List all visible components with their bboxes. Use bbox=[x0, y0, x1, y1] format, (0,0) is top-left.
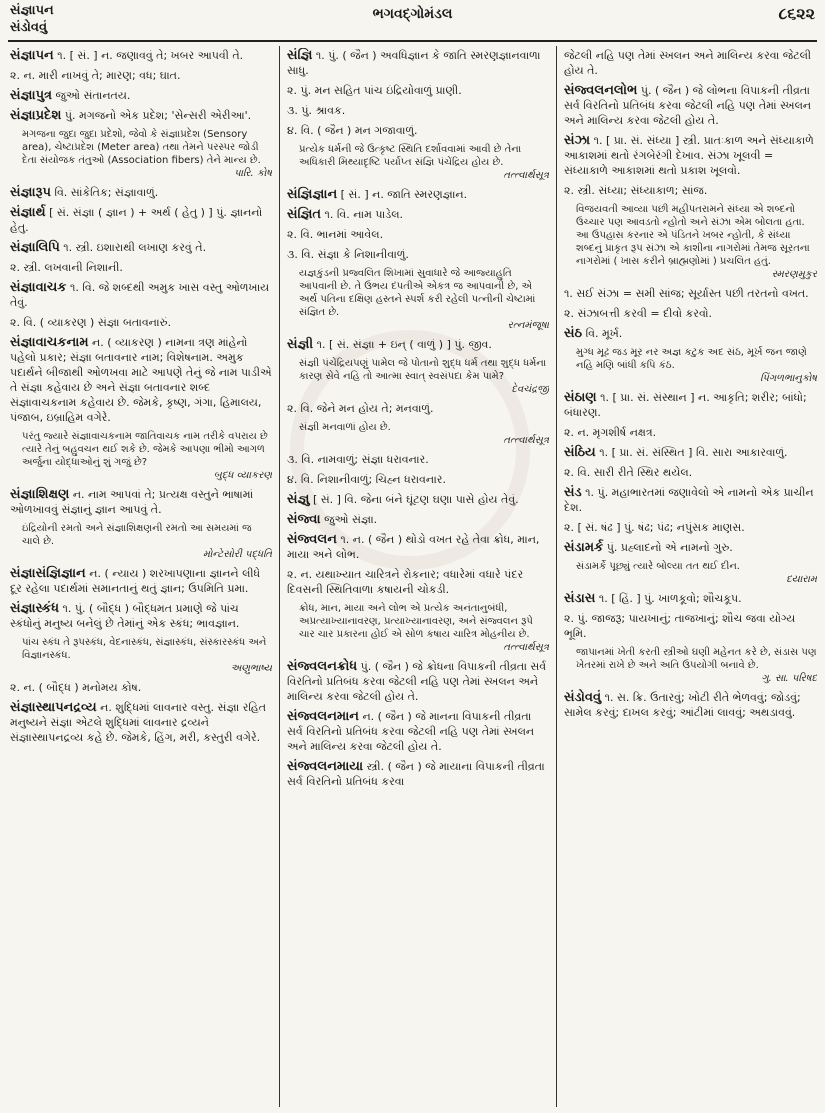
entry-quotation bbox=[22, 522, 272, 561]
entry-definition: જેટલી નહિ પણ તેમાં સ્ખલન અને માલિન્ય કરવા જેટલી હોય તે. bbox=[564, 49, 812, 77]
dictionary-entry bbox=[10, 601, 272, 631]
dictionary-entry bbox=[10, 335, 272, 425]
entry-definition: ૨. પું. જાજરૂ; પાયખાનું; તાજખાનું; શૌચ જવા યોગ્ય ભૂમિ. bbox=[564, 612, 796, 640]
entry-quotation bbox=[299, 267, 549, 332]
dictionary-entry bbox=[564, 48, 817, 78]
entry-definition: [ સં. ] વિ. જેના બંને ઘૂંટણ ઘણા પાસે હોય તેવું. bbox=[312, 493, 519, 506]
entry-headword: સંજ્વલનમાન bbox=[287, 709, 359, 724]
dictionary-entry bbox=[10, 48, 272, 63]
entry-headword: સંજ્વલનમાયા bbox=[287, 759, 364, 774]
entry-headword: સંજ્ઞાસંજ્ઞિજ્ઞાન bbox=[10, 566, 86, 581]
entry-headword: સંજ્ઞાશિક્ષણ bbox=[10, 487, 70, 502]
dictionary-entry bbox=[10, 487, 272, 517]
entry-quotation bbox=[22, 430, 272, 482]
entry-definition: પું. પ્રહ્લાદનો એ નામનો ગુરુ. bbox=[606, 541, 733, 554]
entry-definition: ૨. સ્ત્રી. સંધ્યા; સંધ્યાકાળ; સાંજ. bbox=[564, 184, 708, 197]
entry-definition: [ સં. ] ન. જાતિ સ્મરણજ્ઞાન. bbox=[340, 188, 468, 201]
page-number: ૮૬૨૨ bbox=[778, 4, 815, 23]
dictionary-entry bbox=[564, 520, 817, 535]
entry-headword: સંજ્ઞાલિપિ bbox=[10, 240, 60, 255]
entry-headword: સંજ્ઞિ bbox=[287, 48, 313, 63]
entry-definition: ૩. વિ. સંજ્ઞા કે નિશાનીવાળું. bbox=[287, 248, 409, 261]
column-divider bbox=[556, 46, 557, 1107]
dictionary-entry bbox=[10, 108, 272, 123]
entry-headword: સંઝા bbox=[564, 133, 591, 148]
entry-headword: સંજ્ઞાવાચકનામ bbox=[10, 335, 89, 350]
entry-definition: ૧. [ પ્રા. સં. સંસ્થાન ] ન. આકૃતિ; શરીર; બાંધો; બંધારણ. bbox=[564, 391, 807, 419]
quotation-source: તત્ત્વાર્થસૂત્ર bbox=[503, 435, 549, 446]
dictionary-entry bbox=[287, 709, 549, 754]
entry-definition: ૨. ન. મારી નાખવું તે; મારણ; વધ; ઘાત. bbox=[10, 69, 181, 82]
quotation-source: મોન્ટેસોરી પદ્ધતિ bbox=[202, 549, 272, 560]
entry-headword: સંડાસ bbox=[564, 591, 596, 606]
entry-headword: સંજ્ઞુ bbox=[287, 492, 310, 507]
entry-definition: ન. શુદ્ધિમાં લાવનાર વસ્તુ. સંજ્ઞા રહિત મનુષ્યને સંજ્ઞા એટલે શુદ્ધિમાં લાવનાર દ્રવ્યને સંજ્ઞાસ્થાપનદ્રવ્ય કહે છે. જેમકે, હિંગ, મરી, કસ્તુરી વગેરે. bbox=[10, 701, 266, 744]
dictionary-entry bbox=[564, 465, 817, 480]
entry-headword: સંજ્ઞાપ્રદેશ bbox=[10, 108, 62, 123]
dictionary-entry bbox=[287, 103, 549, 118]
entry-definition: ન. ( ન્યાય ) શરખાપણાના જ્ઞાનને લીધે દૂર રહેલા પદાર્થમાં સમાનતાનું થતું જ્ઞાન; ઉપમિતિ પ્રમા. bbox=[10, 567, 261, 595]
dictionary-entry bbox=[10, 260, 272, 275]
quotation-source: સ્મરણમુકુર bbox=[771, 269, 817, 280]
dictionary-entry bbox=[10, 205, 272, 235]
dictionary-entry bbox=[564, 445, 817, 460]
entry-definition: [ સં. સંજ્ઞા ( જ્ઞાન ) + અર્થ ( હેતુ ) ] પું. જ્ઞાનનો હેતુ. bbox=[10, 206, 263, 234]
entry-headword: સંજ્વલનક્રોધ bbox=[287, 659, 358, 674]
entry-quotation bbox=[299, 421, 549, 447]
entry-definition: ૪. વિ. ( જૈન ) મન ગજાવાળું. bbox=[287, 124, 418, 137]
dictionary-entry bbox=[287, 472, 549, 487]
entry-headword: સંજ્વલન bbox=[287, 532, 337, 547]
entry-headword: સંજ્ઞારૂપ bbox=[10, 185, 51, 200]
entry-definition: ૧. સ. ક્રિ. ઉતારવું; ખોટી રીતે ભેળવવું; જોડવું; સામેલ કરવું; દાખલ કરવું; આંટીમાં લાવવું; અથડાવવું. bbox=[564, 691, 801, 719]
dictionary-entry bbox=[287, 123, 549, 138]
quotation-source: પિંગળભાનુકોષ bbox=[760, 373, 817, 384]
entry-definition: ૨. પું. મન સહિત પાંચ ઇંદ્રિયોવાળું પ્રાણી. bbox=[287, 84, 462, 97]
dictionary-entry bbox=[564, 540, 817, 555]
entry-definition: ૧. [ સં. સંજ્ઞા + ઇન્ ( વાળું ) ] પું. જીવ. bbox=[316, 338, 492, 351]
entry-definition: ૨. ન. ( બૌદ્ધ ) મનોમય કોષ. bbox=[10, 681, 142, 694]
entry-definition: ૨. સ્ત્રી. લખવાની નિશાની. bbox=[10, 261, 123, 274]
entry-definition: ૧. પું. ( જૈન ) અવધિજ્ઞાન કે જાતિ સ્મરણજ્ઞાનવાળા સાધુ. bbox=[287, 49, 541, 77]
quotation-source: અણુભાષ્ય bbox=[230, 663, 272, 674]
entry-quotation bbox=[299, 357, 549, 396]
dictionary-entry bbox=[10, 240, 272, 255]
dictionary-entry bbox=[287, 207, 549, 222]
dictionary-entry bbox=[10, 566, 272, 596]
entry-definition: ૨. વિ. સારી રીતે સ્થિર થયેલ. bbox=[564, 466, 693, 479]
entry-quotation bbox=[22, 636, 272, 675]
entry-headword: સંજ્ઞિત bbox=[287, 207, 321, 222]
dictionary-entry bbox=[564, 326, 817, 341]
quotation-source: પારિ. કોષ bbox=[234, 168, 272, 179]
entry-definition: ન. ( વ્યાકરણ ) નામના ત્રણ માંહેનો પહેલો પ્રકાર; સંજ્ઞા બતાવનાર નામ; વિશેષનામ. અમુક પદાર્થને બીજાથી ઓળખવા માટે આપણે તેનું જે નામ પાડીએ તે સંજ્ઞા કહેવાય છે અને સંજ્ઞા બતાવનાર શબ્દ સંજ્ઞાવાચકનામ કહેવાય છે. જેમકે, કૃષ્ણ, ગંગા, હિમાલય, પંજાબ, ઇબ્રાહિમ વગેરે. bbox=[10, 336, 272, 424]
quotation-source: તત્ત્વાર્થસૂત્ર bbox=[503, 642, 549, 653]
dictionary-entry bbox=[287, 227, 549, 242]
entry-definition: ૪. વિ. નિશાનીવાળું; ચિહ્ન ધરાવનાર. bbox=[287, 473, 446, 486]
column-2 bbox=[287, 48, 549, 1108]
quotation-source: તત્ત્વાર્થસૂત્ર bbox=[503, 170, 549, 181]
quotation-source: ગુ. સા. પરિષદ bbox=[761, 673, 817, 684]
dictionary-entry bbox=[564, 591, 817, 606]
dictionary-entry bbox=[10, 280, 272, 310]
dictionary-entry bbox=[287, 187, 549, 202]
dictionary-entry bbox=[564, 286, 817, 301]
entry-definition: ૧. વિ. નામ પાડેલ. bbox=[324, 208, 404, 221]
dictionary-entry bbox=[10, 700, 272, 745]
quotation-text: ક્રોધ, માન, માયા અને લોભ એ પ્રત્યેક અનંતાનુબંધી, અપ્રત્યાખ્યાનાવરણ, પ્રત્યાખ્યાનાવરણ, અને સંજ્વલન રૂપે ચાર ચાર પ્રકારના હોઈ એ સોળ કષાય ચારિત્ર મોહનીય છે. bbox=[299, 603, 533, 640]
dictionary-entry bbox=[287, 452, 549, 467]
entry-definition: ૧. પું. ( બૌદ્ધ ) બૌદ્ધમત પ્રમાણે જે પાંચ સ્કંધોનું મનુષ્ય બનેલું છે તેમાંનું એક સ્કંધ; ભાવજ્ઞાન. bbox=[10, 602, 240, 630]
book-title: ભગવદ્ગોમંડલ bbox=[372, 6, 453, 22]
dictionary-entry bbox=[564, 133, 817, 178]
entry-definition: જુઓ સંજ્ઞા. bbox=[324, 513, 378, 526]
entry-definition: ૩. પું. શ્રાવક. bbox=[287, 104, 346, 117]
dictionary-entry bbox=[287, 532, 549, 562]
entry-headword: સંજ્ઞી bbox=[287, 337, 314, 352]
entry-definition: ૨. ન. યથાખ્યાત ચારિત્રને રોકનાર; વધારેમાં વધારે પંદર દિવસની સ્થિતિવાળા કષાયની ચોકડી. bbox=[287, 568, 524, 596]
quotation-text: સંડામર્કે પૂછ્યું ત્યારે બોલ્યા તત થઈ દીન. bbox=[576, 561, 740, 572]
dictionary-entry bbox=[287, 512, 549, 527]
dictionary-entry bbox=[564, 390, 817, 420]
entry-definition: ૧. [ પ્રા. સં. સંસ્થિત ] વિ. સારા આકારવાળું. bbox=[599, 446, 788, 459]
column-1 bbox=[10, 48, 272, 1108]
quotation-text: ઇંદ્રિયોની રમતો અને સંજ્ઞાશિક્ષણની રમતો આ સમયમાં જ ચાલે છે. bbox=[22, 523, 252, 547]
dictionary-entry bbox=[287, 401, 549, 416]
entry-headword: સંઠિય bbox=[564, 445, 596, 460]
entry-headword: સંજ્ઞાપન bbox=[10, 48, 54, 63]
header-rule bbox=[8, 40, 817, 42]
entry-quotation bbox=[576, 346, 817, 385]
entry-definition: ૨. વિ. ( વ્યાકરણ ) સંજ્ઞા બતાવનારું. bbox=[10, 316, 172, 329]
entry-headword: સંઠાણ bbox=[564, 390, 597, 405]
entry-headword: સંજ્ઞાસ્કંધ bbox=[10, 601, 60, 616]
entry-quotation bbox=[22, 128, 272, 180]
dictionary-entry bbox=[564, 485, 817, 515]
dictionary-entry bbox=[287, 492, 549, 507]
entry-headword: સંજ્ઞાવાચક bbox=[10, 280, 67, 295]
quotation-text: પાંચ સ્કંધ તે રૂપસ્કંધ, વેદનાસ્કંધ, સંજ્ઞાસ્કંધ, સંસ્કારસ્કંધ અને વિજ્ઞાનસ્કંધ. bbox=[22, 637, 267, 661]
quotation-text: મુગ્ધ મૂઢ જડ મૂર નર અજ્ઞ કટુક અદ સંઠ, મૂર્ખ જન જાણે નહિ મણિ બાંધી કપિ કંઠ. bbox=[576, 347, 807, 371]
entry-headword: સંજ્ઞાર્થ bbox=[10, 205, 46, 220]
entry-definition: ૨. સંઝાબત્તી કરવી = દીવો કરવો. bbox=[564, 307, 713, 320]
quotation-source: દયારામ bbox=[786, 574, 817, 585]
quotation-source: રત્નમંજૂષા bbox=[507, 320, 549, 331]
entry-definition: ૨. વિ. ભાનમાં આવેલ. bbox=[287, 228, 384, 241]
entry-definition: ૨. ન. મૃગશીર્ષ નક્ષત્ર. bbox=[564, 426, 657, 439]
entry-headword: સંજ્ઞાસ્થાપનદ્રવ્ય bbox=[10, 700, 97, 715]
entry-quotation bbox=[576, 203, 817, 281]
entry-quotation bbox=[576, 646, 817, 685]
dictionary-entry bbox=[10, 315, 272, 330]
dictionary-entry bbox=[564, 183, 817, 198]
entry-definition: પું. મગજનો એક પ્રદેશ; 'સેન્સરી એરીઆ'. bbox=[64, 109, 252, 122]
dictionary-entry bbox=[10, 680, 272, 695]
entry-definition: જુઓ સંતાનતય. bbox=[55, 89, 131, 102]
entry-definition: પું. ( જૈન ) જે ક્રોધના વિપાકની તીવ્રતા સર્વ વિરતિનો પ્રતિબંધ કરવા જેટલી નહિ પણ તેમાં સ્ખલન અને માલિન્ય કરવા જેટલી હોય તે. bbox=[287, 660, 547, 703]
dictionary-entry bbox=[564, 690, 817, 720]
entry-headword: સંડ bbox=[564, 485, 582, 500]
dictionary-entry bbox=[564, 611, 817, 641]
dictionary-entry bbox=[287, 337, 549, 352]
dictionary-entry bbox=[564, 83, 817, 128]
quotation-source: દેવચંદ્રજી bbox=[511, 384, 549, 395]
entry-definition: ૧. [ હિં. ] પું. ખાળકૂવો; શૌચકૂપ. bbox=[598, 592, 742, 605]
dictionary-entry bbox=[287, 659, 549, 704]
quotation-text: વિજયવતી આવ્યા પછી મહીપતરામને સંધ્યા એ શબ્દનો ઉચ્ચાર પણ આવડતો ન્હોતો અને સંઝા એમ બોલતા હતા. આ ઉપહાસ કરનાર એ પંડિતને ખબર ન્હોતી, કે સંધ્યા શબ્દનું પ્રાકૃત રૂપ સંઝા એ કાશીના નાગરોમાં તેમજ સૂરતના નાગરોમાં ( ખાસ કરીને બ્રાહ્મણોમાં ) પ્રચલિત હતું. bbox=[576, 204, 810, 267]
quotation-text: જાપાનમાં ખેતી કરતી સ્ત્રીઓ ઘણી મહેનત કરે છે, સંડાસ પણ ખેતરમાં રાખે છે અને અતિ ઉપયોગી બનાવે છે. bbox=[576, 647, 817, 671]
entry-definition: ૧. સઈ સંઝા = સમી સાંજ; સૂર્યાસ્ત પછી તરતનો વખત. bbox=[564, 287, 809, 300]
quotation-text: સંજ્ઞી મનવાળાં હોય છે. bbox=[299, 422, 391, 433]
column-3 bbox=[564, 48, 817, 1108]
quotation-text: યજ્ઞકુંડની પ્રજ્વલિત શિખામાં સુવાધારે જે આજ્યાહુતિ આપવાની છે. તે ઉભય દંપતીએ એકત્ર જ આપવાની છે, એ અર્થ પતિના દક્ષિણ હસ્તને સ્પર્શ કરી રહેલી પત્નીની ચેષ્ટામાં સંજ્ઞિત છે. bbox=[299, 268, 536, 318]
entry-definition: ૩. વિ. નામવાળું; સંજ્ઞા ધરાવનાર. bbox=[287, 453, 429, 466]
entry-headword: સંજ્ઞિજ્ઞાન bbox=[287, 187, 338, 202]
entry-definition: ૧. પું. મહાભારતમાં જણાવેલો એ નામનો એક પ્રાચીન દેશ. bbox=[564, 486, 814, 514]
page-header bbox=[0, 0, 825, 40]
entry-definition: ૧. ન. ( જૈન ) થોડો વખત રહે તેવા ક્રોધ, માન, માયા અને લોભ. bbox=[287, 533, 540, 561]
entry-definition: ૧. સ્ત્રી. ઇશારાથી લખાણ કરવું તે. bbox=[63, 241, 207, 254]
entry-definition: ૨. વિ. જેને મન હોય તે; મનવાળું. bbox=[287, 402, 434, 415]
entry-definition: વિ. સાંકેતિક; સંજ્ઞાવાળું. bbox=[54, 186, 159, 199]
dictionary-entry bbox=[287, 247, 549, 262]
entry-definition: ૧. [ સં. ] ન. જણાવવું તે; ખબર આપવી તે. bbox=[57, 49, 244, 62]
quotation-text: પ્રત્યેક ધર્મની જે ઉત્કૃષ્ટ સ્થિતિ દર્શાવવામાં આવી છે તેના અધિકારી મિથ્યાદૃષ્ટિ પર્યાપ્ત સંજ્ઞિ પંચેંદ્રિય હોય છે. bbox=[299, 144, 522, 168]
entry-definition: ન. ( જૈન ) જે માનના વિપાકની તીવ્રતા સર્વ વિરતિનો પ્રતિબંધ કરવા જેટલી નહિ પણ તેમાં સ્ખલન અને માલિન્ય કરવા જેટલી હોય તે. bbox=[287, 710, 535, 753]
entry-definition: સ્ત્રી. ( જૈન ) જે માયાના વિપાકની તીવ્રતા સર્વ વિરતિનો પ્રતિબંધ કરવા bbox=[287, 760, 545, 788]
dictionary-entry bbox=[10, 68, 272, 83]
quotation-text: પરંતુ જ્યારે સંજ્ઞાવાચકનામ જાતિવાચક નામ તરીકે વપરાય છે ત્યારે તેનું બહુવચન થઈ શકે છે. જેમકે આપણા ભીમો આગળ અર્જુના યોદ્ધાઓનું શું ગજું છે? bbox=[22, 431, 268, 468]
quotation-text: સંજ્ઞી પંચેંદ્રિયપણું પામેલ જે પોતાનો શુદ્ધ ધર્મ તથા શુદ્ધ ધર્મના કારણ સેવે નહિ તો આત્મા સ્વાત્ સ્વસંપદા કેમ પામે? bbox=[299, 358, 547, 382]
column-divider bbox=[279, 46, 280, 1107]
entry-quotation bbox=[576, 560, 817, 586]
guideword-first: સંજ્ઞાપન bbox=[10, 3, 54, 18]
entry-headword: સંજ્ઞાપુત્ર bbox=[10, 88, 53, 103]
entry-quotation bbox=[299, 602, 549, 654]
quotation-text: મગજના જુદા જુદા પ્રદેશો, જેવો કે સંજ્ઞાપ્રદેશ (Sensory area), ચેષ્ટાપ્રદેશ (Meter area) તથા તેમને પરસ્પર જોડી દેતા સંયોજક તંતુઓ (Association fibers) તેને માન્ય છે. bbox=[22, 129, 261, 166]
dictionary-entry bbox=[564, 425, 817, 440]
dictionary-entry bbox=[10, 185, 272, 200]
entry-headword: સંડોવવું bbox=[564, 690, 602, 705]
quotation-source: બુદ્ધ વ્યાકરણ bbox=[213, 470, 272, 481]
entry-quotation bbox=[299, 143, 549, 182]
entry-headword: સંડામર્ક bbox=[564, 540, 604, 555]
entry-definition: ૧. વિ. જે શબ્દથી અમુક ખાસ વસ્તુ ઓળખાય તેવું. bbox=[10, 281, 270, 309]
dictionary-entry bbox=[287, 759, 549, 789]
dictionary-entry bbox=[287, 48, 549, 78]
guideword-last: સંડોવવું bbox=[10, 20, 48, 35]
entry-definition: વિ. મૂર્ખ. bbox=[585, 327, 623, 340]
entry-definition: ન. નામ આપવાં તે; પ્રત્યક્ષ વસ્તુને ભાષામાં ઓળખાવવું સંજ્ઞાનું જ્ઞાન આપવું તે. bbox=[10, 488, 254, 516]
entry-headword: સંજ્વલનલોભ bbox=[564, 83, 638, 98]
entry-definition: ૧. [ પ્રા. સં. સંધ્યા ] સ્ત્રી. પ્રાતઃકાળ અને સંધ્યાકાળે આકાશમાં થતો રંગબેરંગી દેખાવ. સંઝા ખૂલવી = સંધ્યાકાળે આકાશમાં થતો પ્રકાશ ખૂલવો. bbox=[564, 134, 814, 177]
entry-headword: સંઠ bbox=[564, 326, 583, 341]
dictionary-entry bbox=[10, 88, 272, 103]
dictionary-entry bbox=[564, 306, 817, 321]
dictionary-entry bbox=[287, 83, 549, 98]
dictionary-entry bbox=[287, 567, 549, 597]
entry-definition: પું. ( જૈન ) જે લોભના વિપાકની તીવ્રતા સર્વ વિરતિનો પ્રતિબંધ કરવા જેટલી નહિ પણ તેમાં સ્ખલન અને માલિન્ય કરવા જેટલી હોય તે. bbox=[564, 84, 812, 127]
entry-headword: સંજ્વા bbox=[287, 512, 321, 527]
entry-definition: ૨. [ સં. ષંઢ ] પું. ષંઢ; પંઢ; નપુંસક માણસ. bbox=[564, 521, 745, 534]
